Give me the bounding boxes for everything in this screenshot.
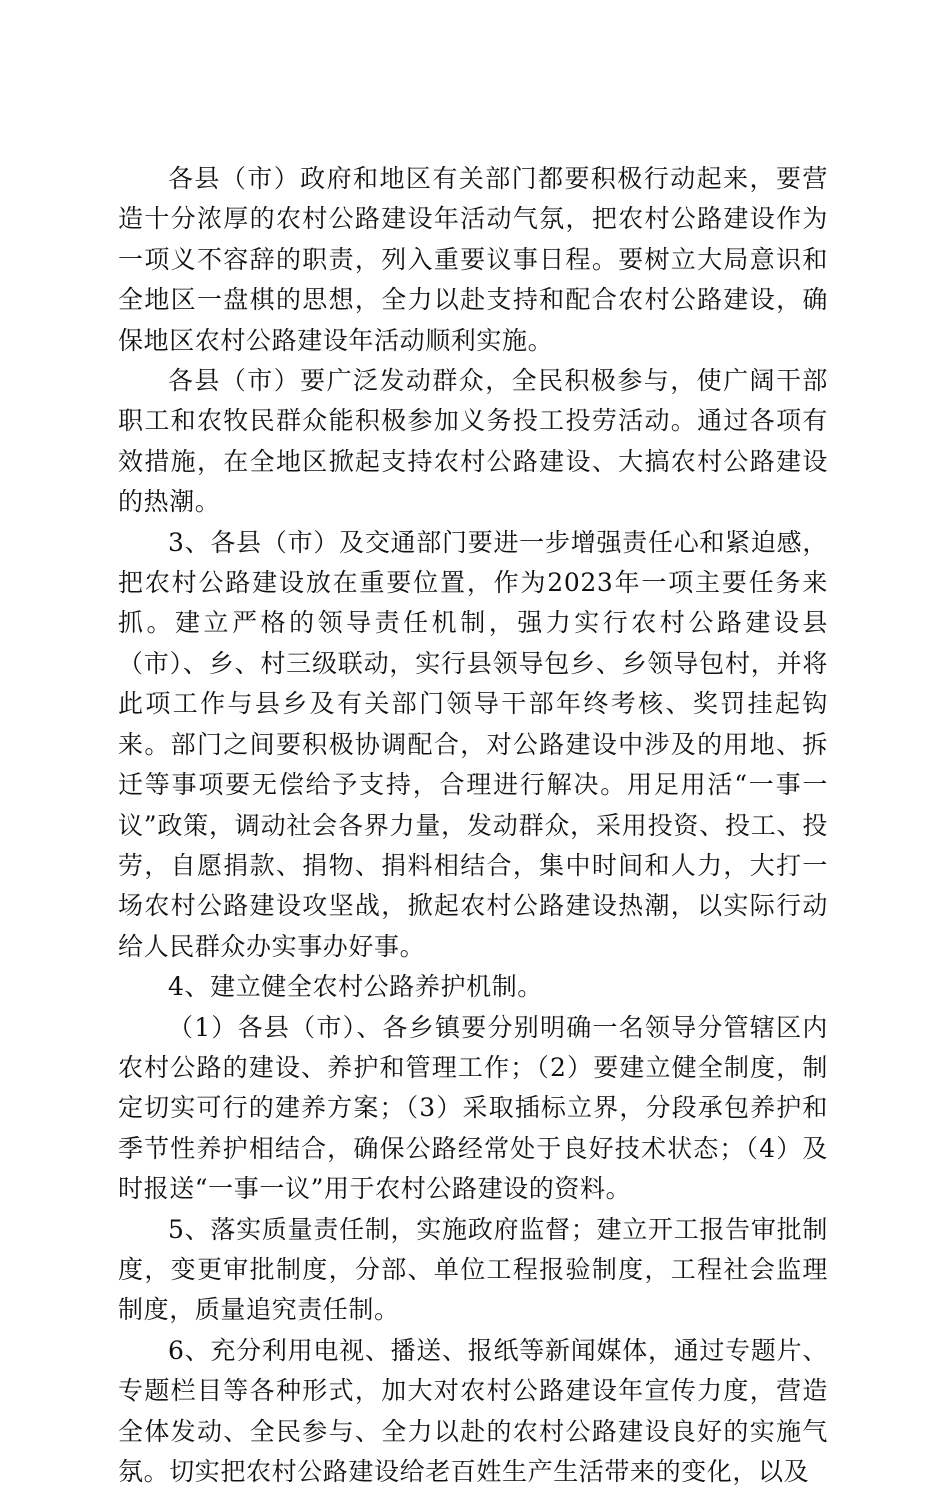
paragraph-maintenance-measures: （1）各县（市）、各乡镇要分别明确一名领导分管辖区内农村公路的建设、养护和管理工作；（2）要建立健全制度，制定切实可行的建养方案；（3）采取插标立界，分段承包养护和季节性养护相结合，确保公路经常处于良好技术状态；（4）及时报送“一事一议”用于农村公路建设的资料。 <box>118 1012 828 1204</box>
paragraph-item-4-maintenance-heading: 4、建立健全农村公路养护机制。 <box>168 972 543 1002</box>
paragraph-item-6-publicity: 6、充分利用电视、播送、报纸等新闻媒体，通过专题片、专题栏目等各种形式，加大对农村公路建设年宣传力度，营造全体发动、全民参与、全力以赴的农村公路建设良好的实施气氛。切实把农村公路建设给老百姓生产生活带来的变化，以及 <box>118 1335 828 1486</box>
paragraph-item-5-quality: 5、落实质量责任制，实施政府监督；建立开工报告审批制度，变更审批制度，分部、单位工程报验制度，工程社会监理制度，质量追究责任制。 <box>118 1214 828 1325</box>
document-body <box>118 159 828 1492</box>
paragraph-county-government-mobilization: 各县（市）政府和地区有关部门都要积极行动起来，要营造十分浓厚的农村公路建设年活动气氛，把农村公路建设作为一项义不容辞的职责，列入重要议事日程。要树立大局意识和全地区一盘棋的思想，全力以赴支持和配合农村公路建设，确保地区农村公路建设年活动顺利实施。 <box>118 164 828 355</box>
paragraph-item-3-responsibility: 3、各县（市）及交通部门要进一步增强责任心和紧迫感，把农村公路建设放在重要位置，作为2023年一项主要任务来抓。建立严格的领导责任机制，强力实行农村公路建设县（市）、乡、村三级联动，实行县领导包乡、乡领导包村，并将此项工作与县乡及有关部门领导干部年终考核、奖罚挂起钩来。部门之间要积极协调配合，对公路建设中涉及的用地、拆迁等事项要无偿给予支持，合理进行解决。用足用活“一事一议”政策，调动社会各界力量，发动群众，采用投资、投工、投劳，自愿捐款、捐物、捐料相结合，集中时间和人力，大打一场农村公路建设攻坚战，掀起农村公路建设热潮，以实际行动给人民群众办实事办好事。 <box>118 527 828 961</box>
paragraph-mass-participation: 各县（市）要广泛发动群众，全民积极参与，使广阔干部职工和农牧民群众能积极参加义务投工投劳活动。通过各项有效措施，在全地区掀起支持农村公路建设、大搞农村公路建设的热潮。 <box>118 366 828 517</box>
